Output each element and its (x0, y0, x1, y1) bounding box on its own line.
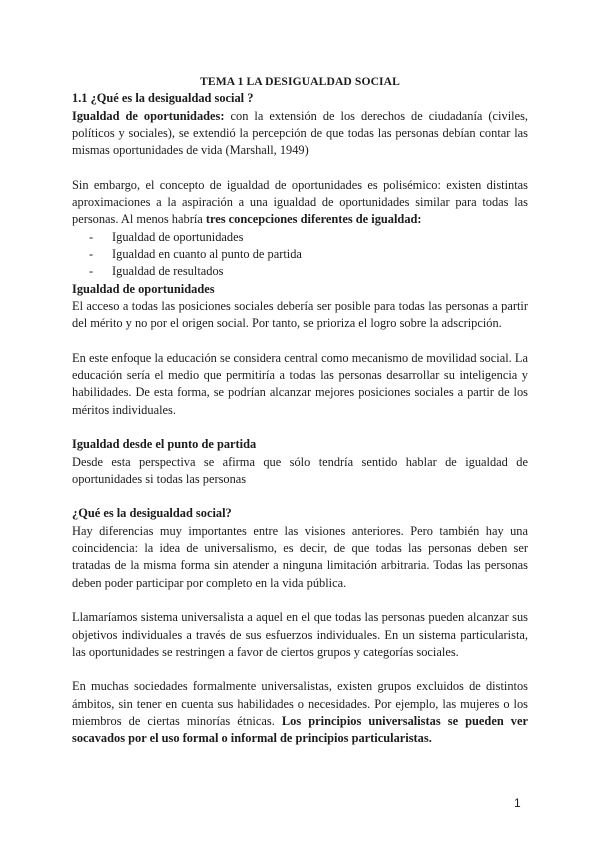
page-number: 1 (514, 796, 521, 810)
list-item: - Igualdad de oportunidades (72, 229, 528, 246)
paragraph-text: con la extensión de los derechos de ciudadanía (civiles, políticos y sociales), se extendió la percepción de que todas las personas debían contar las mismas oportunidades de vida (Marshall, 1949) (72, 108, 528, 158)
document-page (72, 73, 528, 748)
bold-term: Igualdad de oportunidades: (72, 108, 225, 123)
paragraph-text: Sin embargo, el concepto de igualdad de oportunidades es polisémico: existen distintas aproximaciones a la aspiración a una igualdad de oportunidades similar para todas las personas. Al menos habría (72, 177, 528, 227)
bold-term: tres concepciones diferentes de igualdad: (205, 212, 422, 227)
heading-desigualdad-social: ¿Qué es la desigualdad social? (72, 506, 232, 521)
heading-igualdad-oportunidades: Igualdad de oportunidades (72, 281, 215, 296)
section-heading-1-1: 1.1 ¿Qué es la desigualdad social ? (72, 91, 254, 106)
concepciones-list (72, 229, 528, 281)
paragraph-educacion: En este enfoque la educación se considera central como mecanismo de movilidad social. La educación sería el medio que permitiría a todas las personas desarrollar su inteligencia y habilidades. De esta forma, se podrían alcanzar mejores posiciones sociales a partir de los méritos individuales. (72, 350, 528, 417)
list-item: - Igualdad de resultados (72, 263, 528, 280)
paragraph-polisemico (72, 177, 528, 229)
paragraph-acceso: El acceso a todas las posiciones sociales debería ser posible para todas las personas a partir del mérito y no por el origen social. Por tanto, se prioriza el logro sobre la adscripción. (72, 298, 528, 331)
paragraph-text: En muchas sociedades formalmente universalistas, existen grupos excluidos de distintos ámbitos, sin tener en cuenta sus habilidades o necesidades. Por ejemplo, las mujeres o los miembros de ciertas minorías étnicas. (72, 679, 528, 728)
paragraph-universalismo: Hay diferencias muy importantes entre las visiones anteriores. Pero también hay una coincidencia: la idea de universalismo, es decir, de que todas las personas deben ser tratadas de la misma forma sin atender a ninguna limitación arbitraria. Todas las personas deben poder participar por completo en la vida pública. (72, 523, 528, 590)
bold-term: Los principios universalistas se pueden ver socavados por el uso formal o informal de principios particularistas. (72, 713, 528, 746)
heading-punto-partida: Igualdad desde el punto de partida (72, 437, 257, 452)
paragraph-sociedades (72, 678, 528, 747)
document-title: TEMA 1 LA DESIGUALDAD SOCIAL (200, 75, 400, 88)
list-item: - Igualdad en cuanto al punto de partida (72, 246, 528, 263)
paragraph-igualdad-oportunidades (72, 108, 528, 160)
paragraph-sistema-universalista: Llamaríamos sistema universalista a aquel en el que todas las personas pueden alcanzar sus objetivos individuales a través de sus esfuerzos individuales. En un sistema particularista, las oportunidades se restringen a favor de ciertos grupos y categorías sociales. (72, 610, 528, 659)
paragraph-perspectiva: Desde esta perspectiva se afirma que sólo tendría sentido hablar de igualdad de oportunidades si todas las personas (72, 454, 528, 486)
